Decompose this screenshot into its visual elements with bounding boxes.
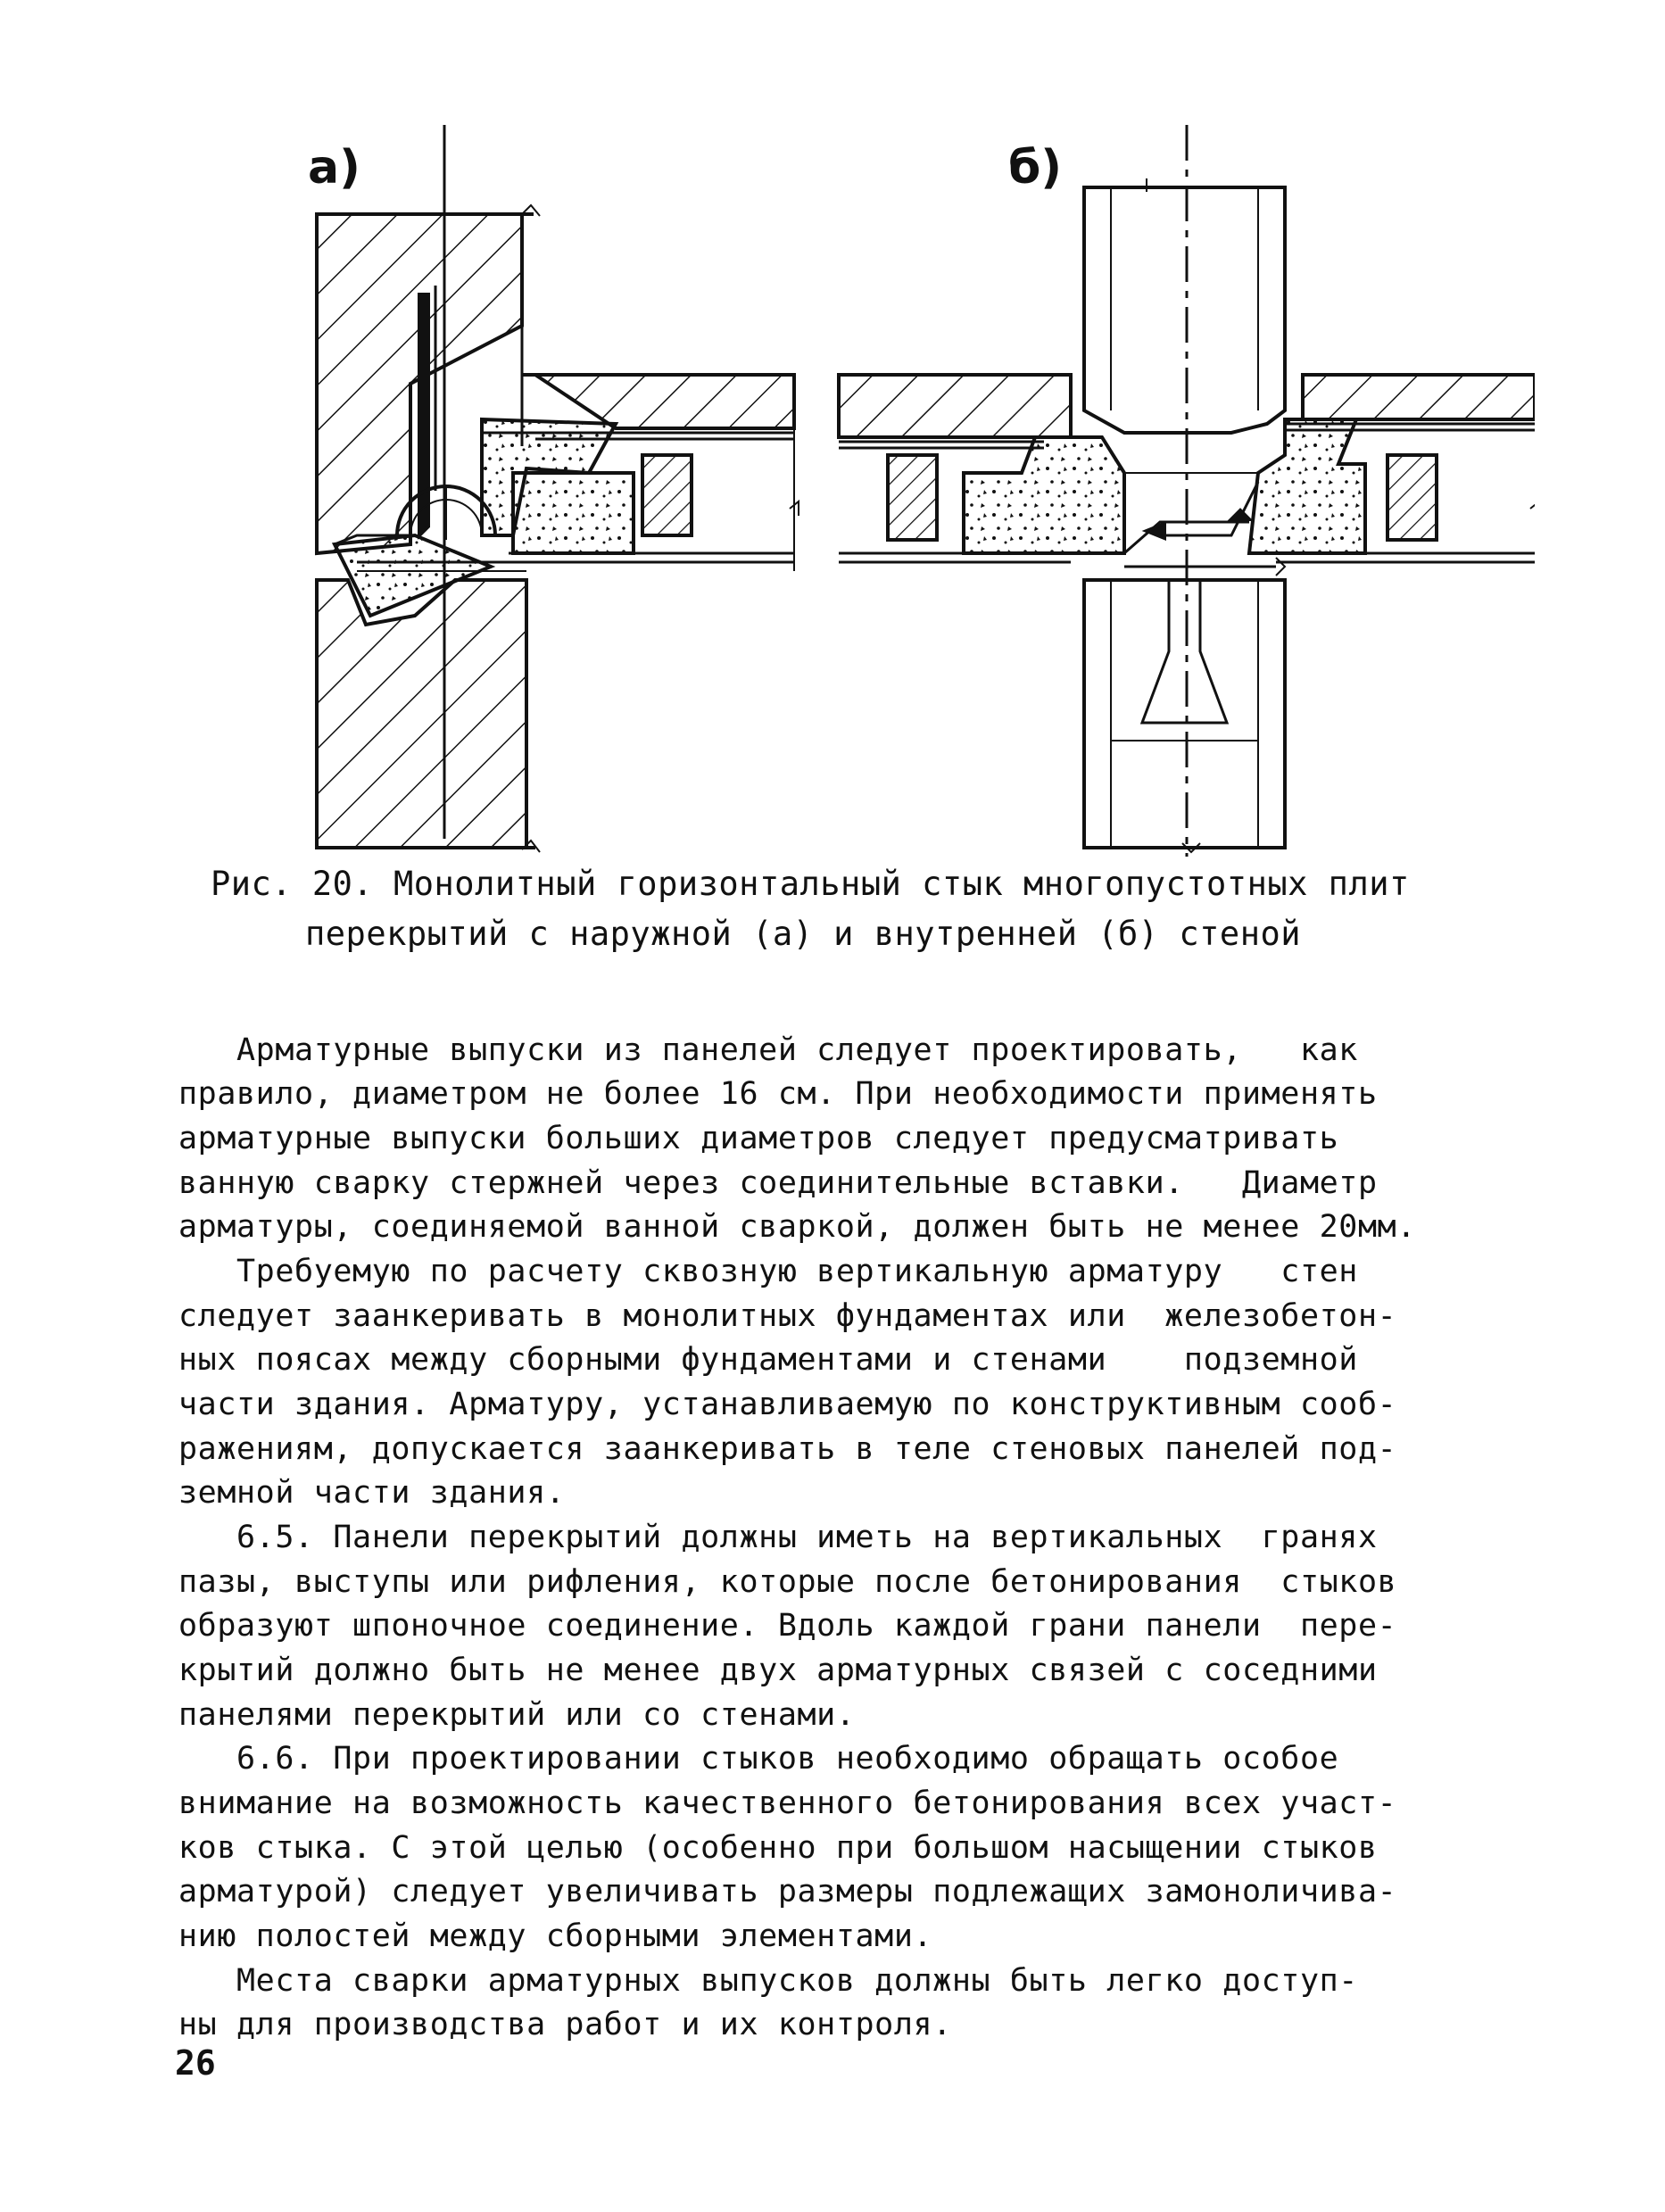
body-line-16: панелями перекрытий или со стенами. (178, 1697, 856, 1733)
drawing-a-exterior-wall (308, 125, 799, 852)
figure-caption-line-1: Рис. 20. Монолитный горизонтальный стык многопустотных плит (211, 865, 1410, 903)
body-line-22: Места сварки арматурных выпусков должны быть легко доступ- (178, 1963, 1358, 1999)
joint-drawing-figure (268, 116, 1535, 857)
body-line-11: земной части здания. (178, 1475, 566, 1511)
label-a: а) (308, 141, 360, 195)
figure-caption-line-2: перекрытий с наружной (а) и внутренней (б) стеной (305, 915, 1302, 953)
body-line-14: образуют шпоночное соединение. Вдоль каждой грани панели пере- (178, 1608, 1397, 1644)
body-line-23: ны для производства работ и их контроля. (178, 2007, 952, 2042)
body-line-10: ражениям, допускается заанкеривать в теле стеновых панелей под- (178, 1431, 1397, 1467)
body-line-8: ных поясах между сборными фундаментами и стенами подземной (178, 1342, 1358, 1378)
body-line-21: нию полостей между сборными элементами. (178, 1918, 933, 1954)
body-line-2: правило, диаметром не более 16 см. При необходимости применять (178, 1076, 1378, 1112)
body-line-3: арматурные выпуски больших диаметров следует предусматривать (178, 1121, 1339, 1156)
body-line-6: Требуемую по расчету сквозную вертикальную арматуру стен (178, 1254, 1358, 1289)
body-line-15: крытий должно быть не менее двух арматурных связей с соседними (178, 1653, 1378, 1688)
body-line-7: следует заанкеривать в монолитных фундаментах или железобетон- (178, 1298, 1397, 1334)
body-line-12: 6.5. Панели перекрытий должны иметь на вертикальных гранях (178, 1520, 1378, 1555)
body-line-20: арматурой) следует увеличивать размеры подлежащих замоноличива- (178, 1874, 1397, 1910)
body-line-18: внимание на возможность качественного бетонирования всех участ- (178, 1785, 1397, 1821)
body-line-1: Арматурные выпуски из панелей следует проектировать, как (178, 1032, 1358, 1068)
body-line-13: пазы, выступы или рифления, которые после бетонирования стыков (178, 1564, 1397, 1600)
page-number: 26 (175, 2043, 216, 2083)
body-line-5: арматуры, соединяемой ванной сваркой, должен быть не менее 20мм. (178, 1209, 1416, 1245)
body-line-4: ванную сварку стержней через соединительные вставки. Диаметр (178, 1165, 1378, 1201)
drawing-b-interior-wall (839, 125, 1535, 857)
body-line-17: 6.6. При проектировании стыков необходимо обращать особое (178, 1741, 1339, 1777)
label-b: б) (1008, 141, 1063, 195)
body-line-9: части здания. Арматуру, устанавливаемую по конструктивным сооб- (178, 1387, 1397, 1422)
body-line-19: ков стыка. С этой целью (особенно при большом насыщении стыков (178, 1830, 1378, 1866)
